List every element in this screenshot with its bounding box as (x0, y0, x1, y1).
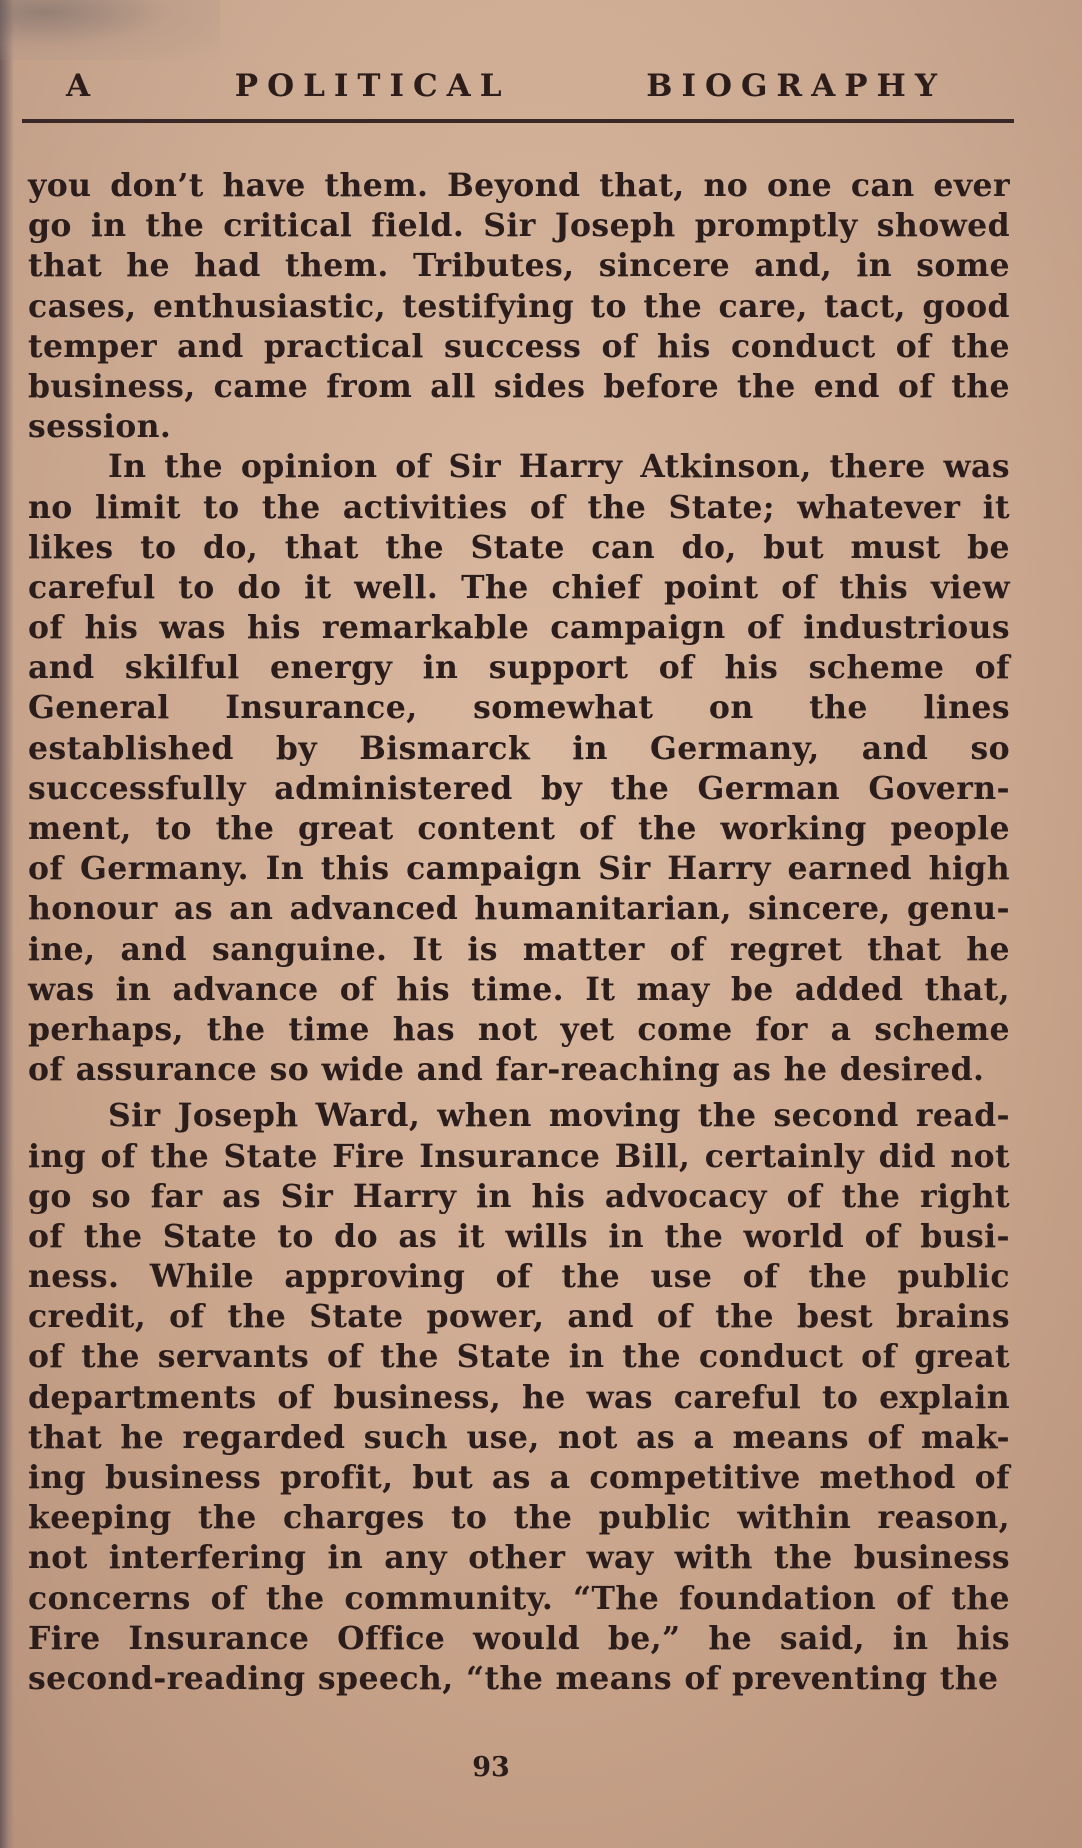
text-line: that he had them. Tributes, sincere and, in some (28, 247, 1010, 285)
text-line: ness. While approving of the use of the public (28, 1258, 1010, 1296)
text-line: not interfering in any other way with the business (28, 1539, 1010, 1577)
paragraph (28, 1096, 1010, 1699)
text-line: of the servants of the State in the conduct of great (28, 1338, 1010, 1376)
running-head-word: A (66, 68, 100, 104)
text-line: careful to do it well. The chief point of this view (28, 568, 1010, 606)
text-line: that he regarded such use, not as a means of mak- (28, 1418, 1010, 1456)
text-line: In the opinion of Sir Harry Atkinson, there was (108, 448, 1010, 486)
running-head-word: BIOGRAPHY (646, 68, 946, 104)
page-number: 93 (472, 1752, 510, 1783)
text-line: no limit to the activities of the State; whatever it (28, 488, 1010, 526)
body-text (28, 166, 1010, 1699)
text-line: and skilful energy in support of his scheme of (28, 649, 1010, 687)
page-stain (0, 0, 220, 60)
text-line: temper and practical success of his conduct of the (28, 327, 1010, 365)
text-line: Sir Joseph Ward, when moving the second read- (108, 1097, 1010, 1135)
paragraph (28, 166, 1010, 447)
text-line: business, came from all sides before the end of the (28, 367, 1010, 405)
text-line: successfully administered by the German Govern- (28, 769, 1010, 807)
text-line: Fire Insurance Office would be,” he said, in his (28, 1619, 1010, 1657)
text-line: established by Bismarck in Germany, and so (28, 729, 1010, 767)
text-line: of the State to do as it wills in the world of busi- (28, 1217, 1010, 1255)
text-line: second-reading speech, “the means of preventing the (28, 1659, 999, 1697)
running-head-word: POLITICAL (234, 68, 511, 104)
text-line: of assurance so wide and far-reaching as he desired. (28, 1051, 985, 1089)
text-line: General Insurance, somewhat on the lines (28, 689, 1010, 727)
text-line: perhaps, the time has not yet come for a scheme (28, 1010, 1010, 1048)
text-line: ment, to the great content of the working people (28, 810, 1010, 847)
text-line: ine, and sanguine. It is matter of regret that he (28, 930, 1010, 968)
paragraph (28, 447, 1010, 1090)
running-head (66, 68, 946, 104)
text-line: ing business profit, but as a competitive method of (28, 1459, 1010, 1496)
text-line: ing of the State Fire Insurance Bill, certainly did not (28, 1137, 1010, 1175)
text-line: you don’t have them. Beyond that, no one can ever (28, 167, 1010, 204)
text-line: of Germany. In this campaign Sir Harry earned high (28, 850, 1010, 888)
text-line: keeping the charges to the public within reason, (28, 1499, 1010, 1537)
text-line: likes to do, that the State can do, but must be (28, 528, 1010, 566)
page-gutter-shadow (0, 0, 14, 1848)
text-line: departments of business, he was careful to explain (28, 1378, 1010, 1416)
text-line: cases, enthusiastic, testifying to the care, tact, good (28, 287, 1010, 325)
text-line: session. (28, 408, 172, 446)
text-line: go so far as Sir Harry in his advocacy of the right (28, 1177, 1010, 1215)
text-line: of his was his remarkable campaign of industrious (28, 609, 1010, 647)
header-rule (22, 119, 1014, 123)
text-line: was in advance of his time. It may be added that, (28, 970, 1010, 1008)
text-line: credit, of the State power, and of the best brains (28, 1298, 1010, 1336)
text-line: concerns of the community. “The foundation of the (28, 1579, 1010, 1617)
text-line: go in the critical field. Sir Joseph promptly showed (28, 207, 1010, 245)
text-line: honour as an advanced humanitarian, sincere, genu- (28, 890, 1010, 928)
